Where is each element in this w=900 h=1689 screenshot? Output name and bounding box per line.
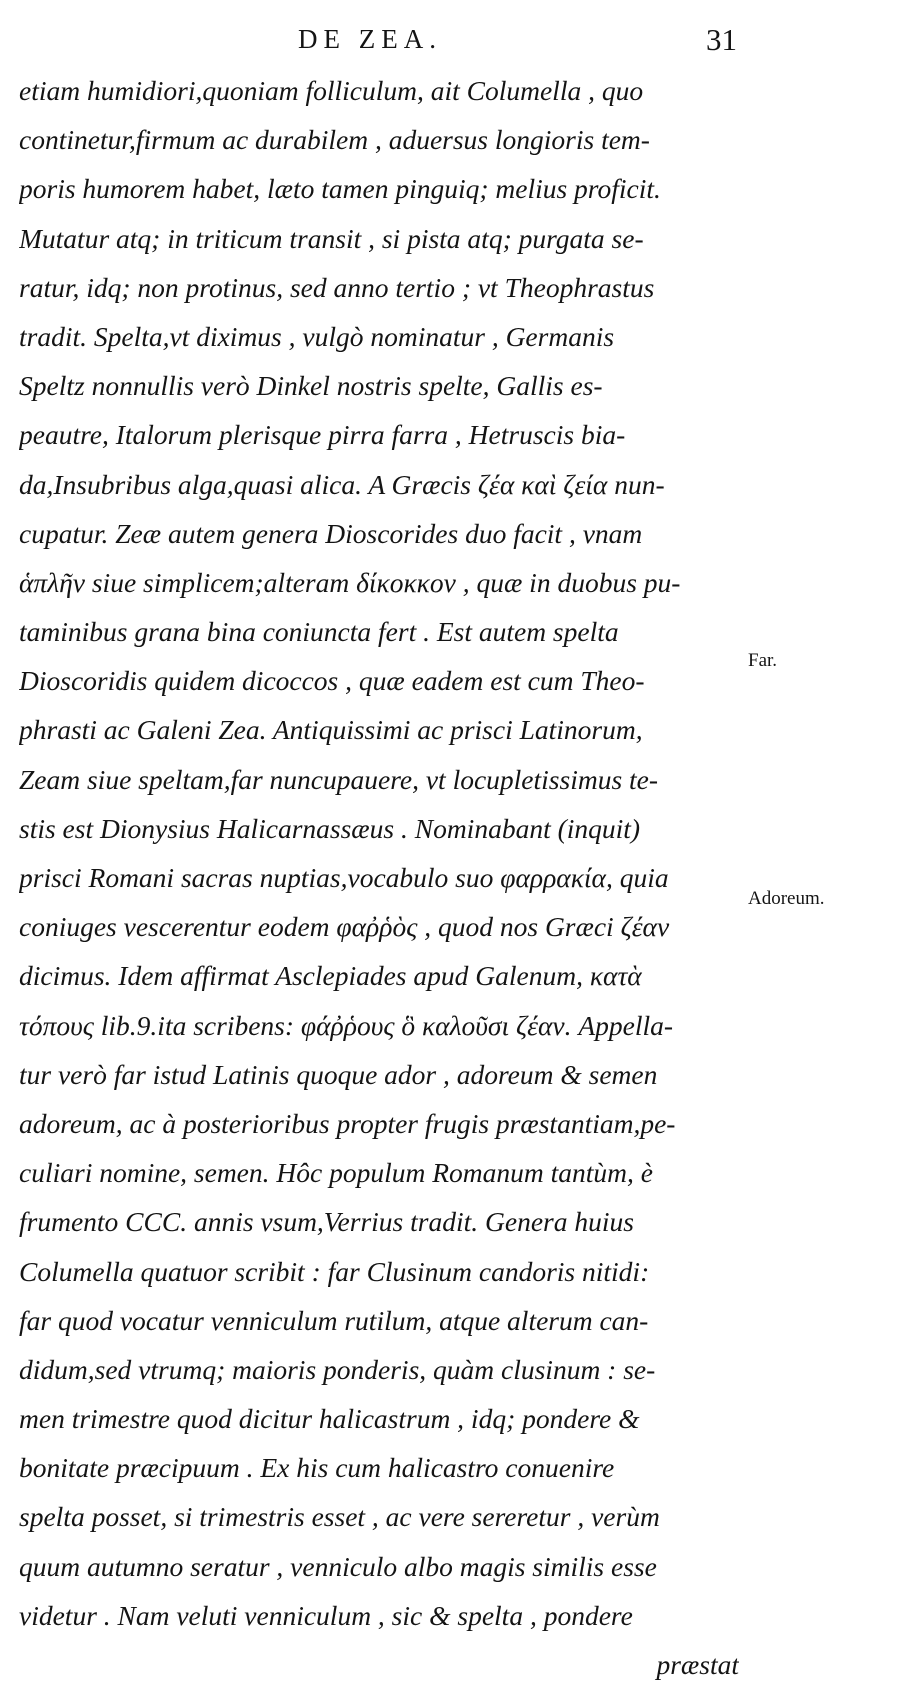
text-line: far quod vocatur venniculum rutilum, atque alterum can- (19, 1304, 649, 1336)
text-line: peautre, Italorum plerisque pirra farra , Hetruscis bia- (19, 419, 626, 451)
text-line: Mutatur atq; in triticum transit , si pista atq; purgata se- (19, 222, 644, 254)
text-line: bonitate præcipuum . Ex his cum halicastro conuenire (19, 1452, 615, 1484)
text-line: dicimus. Idem affirmat Asclepiades apud Galenum, κατὰ (19, 960, 642, 992)
text-line: prisci Romani sacras nuptias,vocabulo suo φαρρακία, quia (19, 862, 669, 893)
text-line: culiari nomine, semen. Hôc populum Romanum tantùm, è (19, 1157, 653, 1189)
text-line: stis est Dionysius Halicarnassæus . Nominabant (inquit) (19, 812, 641, 844)
text-line: ratur, idq; non protinus, sed anno tertio ; vt Theophrastus (19, 271, 655, 303)
text-line: Dioscoridis quidem dicoccos , quæ eadem est cum Theo- (19, 665, 645, 697)
text-line: poris humorem habet, læto tamen pinguiq; melius proficit. (19, 173, 661, 205)
text-line: coniuges vescerentur eodem φαῤῥὸς , quod nos Græci ζέαν (19, 911, 670, 943)
text-line: phrasti ac Galeni Zea. Antiquissimi ac prisci Latinorum, (19, 714, 643, 746)
catchword: præstat (656, 1649, 739, 1680)
text-line: Zeam siue speltam,far nuncupauere, vt locupletissimus te- (19, 763, 659, 795)
text-line: tradit. Spelta,vt diximus , vulgò nominatur , Germanis (19, 320, 615, 352)
text-line: didum,sed vtrumq; maioris ponderis, quàm clusinum : se- (19, 1353, 656, 1385)
text-line: cupatur. Zeæ autem genera Dioscorides duo facit , vnam (19, 517, 643, 549)
text-line: men trimestre quod dicitur halicastrum , idq; pondere & (19, 1403, 640, 1435)
text-line: tur verò far istud Latinis quoque ador , adoreum & semen (19, 1058, 658, 1090)
margin-note-far: Far. (748, 650, 778, 671)
text-line: ἁπλῆν siue simplicem;alteram δίκοκκον , quæ in duobus pu- (19, 566, 681, 598)
margin-note-adoreum: Adoreum. (748, 888, 825, 909)
text-line: τόπους lib.9.ita scribens: φάῤῥους ὃ καλοῦσι ζέαν. Appella- (19, 1009, 674, 1041)
text-line: spelta posset, si trimestris esset , ac vere sereretur , verùm (19, 1501, 660, 1533)
page-number: 31 (706, 22, 737, 57)
text-line: quum autumno seratur , venniculo albo magis similis esse (19, 1550, 657, 1582)
body-text (19, 66, 739, 1689)
text-line: adoreum, ac à posterioribus propter frugis præstantiam,pe- (19, 1107, 676, 1139)
text-line: videtur . Nam veluti venniculum , sic & spelta , pondere (19, 1599, 633, 1631)
text-line: taminibus grana bina coniuncta fert . Est autem spelta (19, 616, 619, 648)
text-line: Speltz nonnullis verò Dinkel nostris spelte, Gallis es- (19, 370, 603, 402)
text-line: frumento CCC. annis vsum,Verrius tradit. Genera huius (19, 1206, 634, 1238)
text-line: Columella quatuor scribit : far Clusinum candoris nitidi: (19, 1255, 650, 1287)
text-line: da,Insubribus alga,quasi alica. A Græcis ζέα καὶ ζεία nun- (19, 468, 665, 500)
text-line: etiam humidiori,quoniam folliculum, ait Columella , quo (19, 75, 644, 106)
running-header: DE ZEA. (298, 24, 442, 54)
text-line: continetur,firmum ac durabilem , aduersus longioris tem- (19, 124, 650, 156)
